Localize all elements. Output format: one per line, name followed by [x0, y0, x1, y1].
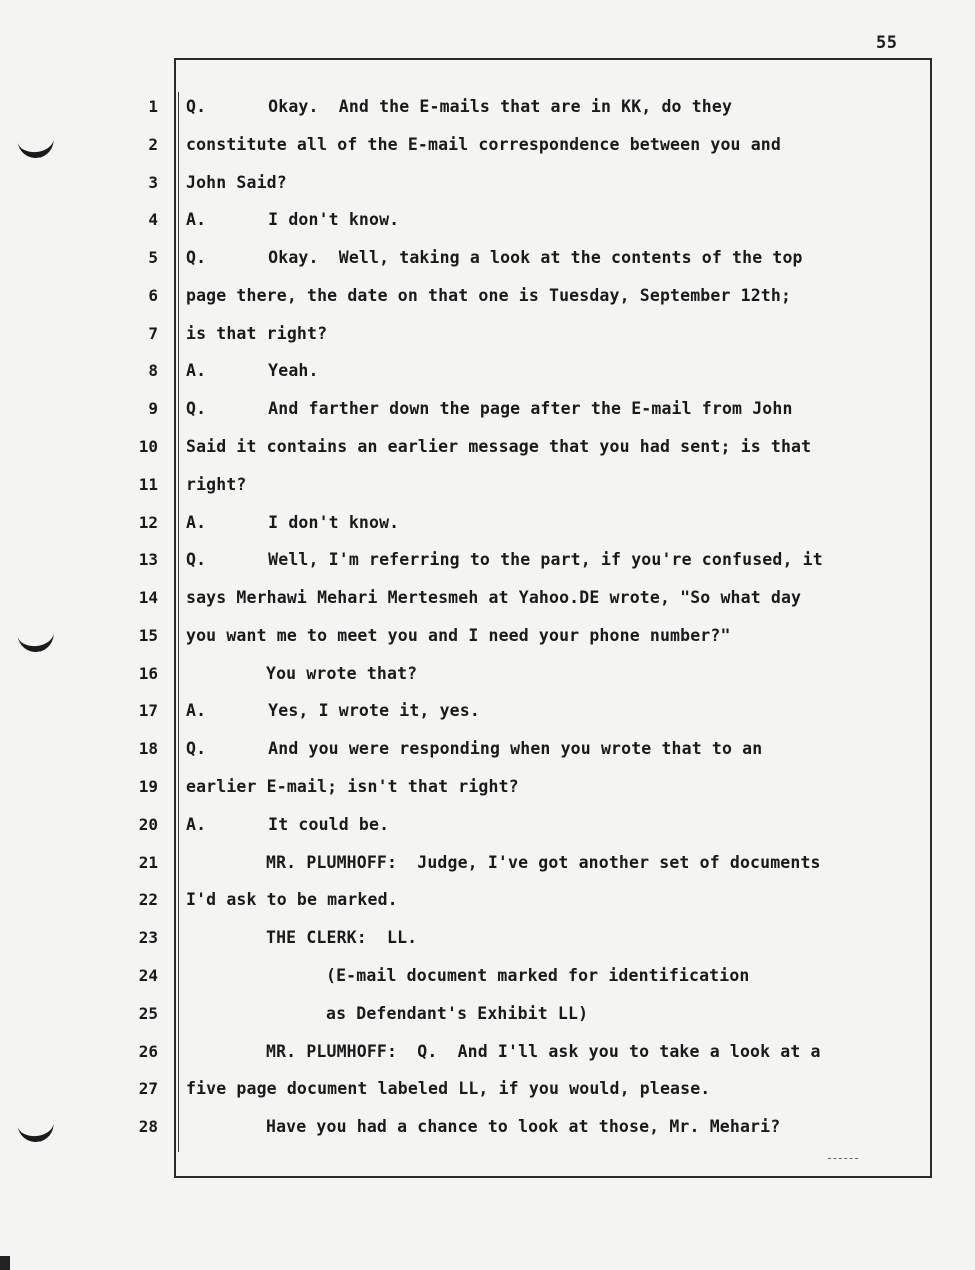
- speaker-prefix: Q.: [186, 399, 207, 419]
- speaker-prefix: A.: [186, 512, 207, 532]
- scan-corner-mark: [0, 1256, 10, 1270]
- transcript-line: [0, 890, 975, 920]
- line-text: [186, 399, 793, 418]
- testimony-text: Yes, I wrote it, yes.: [268, 701, 480, 721]
- transcript-line: [0, 135, 975, 165]
- line-text: [186, 513, 399, 532]
- speaker-prefix: A.: [186, 814, 207, 834]
- transcript-line: [0, 588, 975, 618]
- testimony-text: Well, I'm referring to the part, if you're confused, it: [268, 550, 823, 570]
- line-number: 7: [148, 323, 158, 343]
- line-number: 18: [138, 739, 158, 759]
- line-text: [266, 1042, 821, 1061]
- line-number: 13: [138, 550, 158, 570]
- transcript-line: [0, 248, 975, 278]
- testimony-text: I don't know.: [268, 210, 400, 230]
- testimony-text: Yeah.: [268, 361, 319, 381]
- transcript-line: [0, 1079, 975, 1109]
- line-text: [186, 701, 480, 720]
- line-text: [266, 664, 417, 683]
- line-number: 8: [148, 361, 158, 381]
- testimony-text: Said it contains an earlier message that you had sent; is that: [186, 437, 812, 457]
- line-number: 21: [138, 852, 158, 872]
- line-number: 25: [138, 1003, 158, 1023]
- testimony-text: I'd ask to be marked.: [186, 890, 398, 910]
- line-number: 17: [138, 701, 158, 721]
- testimony-text: Okay. And the E-mails that are in KK, do they: [268, 97, 733, 116]
- testimony-text: THE CLERK: LL.: [266, 928, 418, 948]
- testimony-text: And you were responding when you wrote that to an: [268, 739, 763, 759]
- line-number: 3: [148, 172, 158, 192]
- transcript-line: [0, 1004, 975, 1034]
- line-text: [186, 1079, 710, 1098]
- speaker-prefix: A.: [186, 701, 207, 721]
- line-text: [186, 173, 287, 192]
- testimony-text: Okay. Well, taking a look at the contents of the top: [268, 248, 803, 268]
- line-number: 27: [138, 1079, 158, 1099]
- line-number: 23: [138, 928, 158, 948]
- line-number: 15: [138, 625, 158, 645]
- testimony-text: I don't know.: [268, 512, 400, 532]
- transcript-line: [0, 664, 975, 694]
- testimony-text: earlier E-mail; isn't that right?: [186, 777, 519, 797]
- speaker-prefix: Q.: [186, 97, 207, 116]
- line-number: 16: [138, 663, 158, 683]
- line-number: 11: [138, 474, 158, 494]
- line-text: [266, 853, 821, 872]
- line-number: 20: [138, 814, 158, 834]
- transcript-line: [0, 210, 975, 240]
- transcript-line: [0, 966, 975, 996]
- testimony-text: Have you had a chance to look at those, Mr. Mehari?: [266, 1117, 781, 1137]
- testimony-text: And farther down the page after the E-mail from John: [268, 399, 793, 419]
- testimony-text: as Defendant's Exhibit LL): [326, 1003, 589, 1023]
- line-number: 9: [148, 399, 158, 419]
- speaker-prefix: Q.: [186, 550, 207, 570]
- transcript-line: [0, 513, 975, 543]
- transcript-line: [0, 1042, 975, 1072]
- line-number: 26: [138, 1041, 158, 1061]
- transcript-line: [0, 97, 975, 127]
- line-text: [186, 324, 327, 343]
- transcript-line: [0, 777, 975, 807]
- line-text: [186, 739, 762, 758]
- testimony-text: MR. PLUMHOFF: Q. And I'll ask you to take a look at a: [266, 1041, 821, 1061]
- line-number: 1: [148, 97, 158, 116]
- transcript-line: [0, 701, 975, 731]
- line-number: 5: [148, 248, 158, 268]
- testimony-text: you want me to meet you and I need your phone number?": [186, 625, 731, 645]
- transcript-line: [0, 286, 975, 316]
- testimony-text: constitute all of the E-mail correspondence between you and: [186, 134, 781, 154]
- transcript-line: [0, 853, 975, 883]
- line-text: [186, 248, 803, 267]
- line-number: 12: [138, 512, 158, 532]
- speaker-prefix: A.: [186, 210, 207, 230]
- speaker-prefix: A.: [186, 361, 207, 381]
- line-number: 24: [138, 965, 158, 985]
- speaker-prefix: Q.: [186, 248, 207, 268]
- line-text: [186, 777, 519, 796]
- testimony-text: page there, the date on that one is Tuesday, September 12th;: [186, 285, 792, 305]
- line-number: 4: [148, 210, 158, 230]
- line-number: 22: [138, 890, 158, 910]
- transcript-line: [0, 437, 975, 467]
- line-number: 28: [138, 1117, 158, 1137]
- line-text: [186, 135, 781, 154]
- scan-dash-mark: [828, 1158, 858, 1159]
- line-text: [186, 361, 319, 380]
- line-text: [186, 588, 801, 607]
- line-text: [326, 1004, 588, 1023]
- transcript-line: [0, 399, 975, 429]
- line-text: [186, 97, 732, 116]
- line-text: [186, 437, 811, 456]
- transcript-line: [0, 739, 975, 769]
- transcript-line: [0, 475, 975, 505]
- transcript-line: [0, 550, 975, 580]
- transcript-line: [0, 324, 975, 354]
- line-number: 14: [138, 588, 158, 608]
- line-number: 19: [138, 777, 158, 797]
- line-text: [186, 475, 247, 494]
- line-text: [186, 815, 389, 834]
- testimony-text: says Merhawi Mehari Mertesmeh at Yahoo.DE wrote, "So what day: [186, 588, 802, 608]
- page-number: 55: [876, 33, 898, 53]
- testimony-text: John Said?: [186, 172, 287, 192]
- transcript-line: [0, 361, 975, 391]
- line-text: [186, 890, 398, 909]
- line-number: 6: [148, 285, 158, 305]
- transcript-line: [0, 815, 975, 845]
- testimony-text: You wrote that?: [266, 663, 418, 683]
- line-text: [186, 210, 399, 229]
- testimony-text: right?: [186, 474, 247, 494]
- line-text: [186, 286, 791, 305]
- transcript-line: [0, 928, 975, 958]
- line-text: [326, 966, 750, 985]
- testimony-text: MR. PLUMHOFF: Judge, I've got another set of documents: [266, 852, 821, 872]
- testimony-text: is that right?: [186, 323, 328, 343]
- line-number: 10: [138, 437, 158, 457]
- transcript-line: [0, 173, 975, 203]
- transcript-line: [0, 626, 975, 656]
- speaker-prefix: Q.: [186, 739, 207, 759]
- line-text: [266, 1117, 780, 1136]
- line-text: [186, 550, 823, 569]
- transcript-line: [0, 1117, 975, 1147]
- testimony-text: (E-mail document marked for identification: [326, 965, 750, 985]
- line-text: [266, 928, 417, 947]
- line-text: [186, 626, 731, 645]
- testimony-text: It could be.: [268, 814, 390, 834]
- testimony-text: five page document labeled LL, if you would, please.: [186, 1079, 711, 1099]
- line-number: 2: [148, 134, 158, 154]
